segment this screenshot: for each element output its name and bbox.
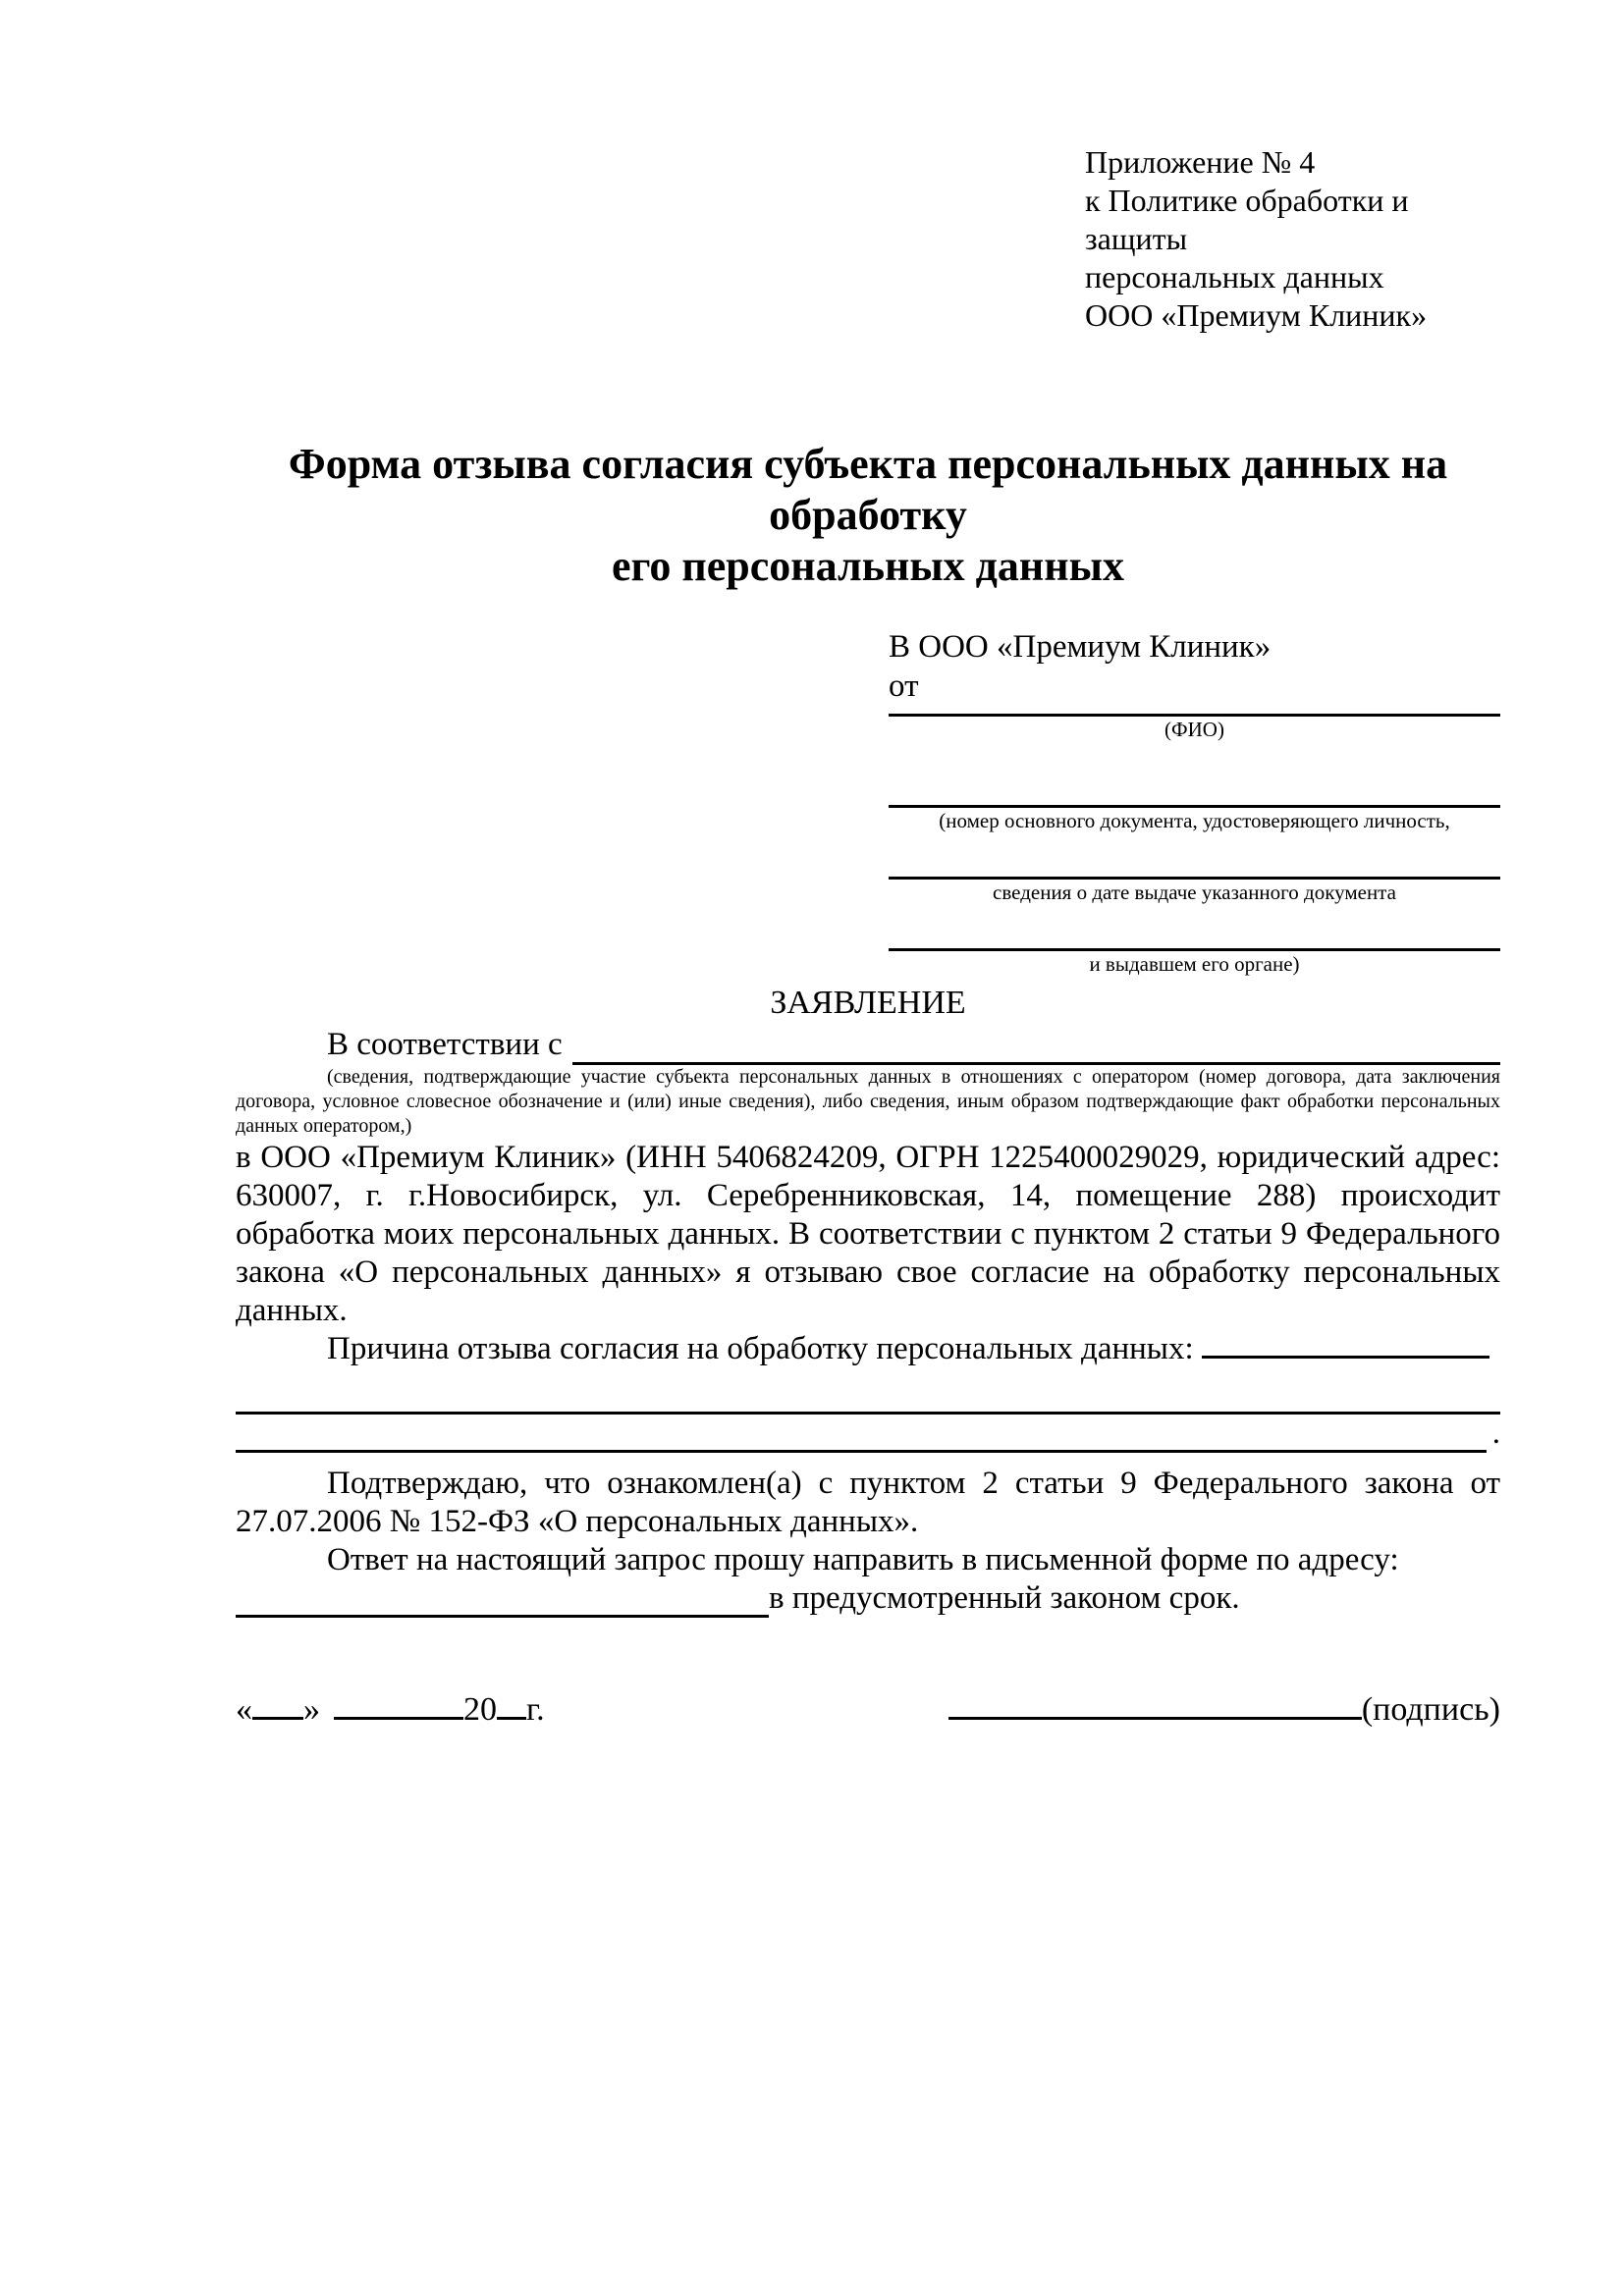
fill-line-reason-end: [236, 1415, 1500, 1453]
appendix-line: к Политике обработки и защиты: [1085, 183, 1409, 256]
caption-issue-date: сведения о дате выдаче указанного документа: [993, 881, 1396, 904]
date-line: [236, 1690, 545, 1730]
signature-caption: (подпись): [1361, 1691, 1500, 1728]
reply-suffix: в предусмотренный законом срок.: [769, 1580, 1240, 1616]
fill-line-reason-start: [1202, 1354, 1489, 1359]
appendix-line: персональных данных: [1085, 259, 1384, 294]
fill-line-signature: [948, 1713, 1362, 1720]
intro-prefix: В соответствии с: [327, 1027, 563, 1062]
reply-request-paragraph: Ответ на настоящий запрос прошу направить в письменной форме по адресу:: [327, 1542, 1399, 1577]
reply-address-line: [236, 1579, 1500, 1618]
fill-line-month: [334, 1713, 463, 1720]
confirmation-paragraph: Подтверждаю, что ознакомлен(а) с пунктом 2 статьи 9 Федерального закона от 27.07.2006 № 152-ФЗ «О персональных данных».: [236, 1466, 1500, 1539]
fill-line-fio: [889, 706, 1500, 717]
date-signature-row: [236, 1690, 1500, 1730]
statement-heading: ЗАЯВЛЕНИЕ: [770, 985, 966, 1021]
document-title-line2: его персональных данных: [611, 542, 1124, 590]
caption-issuing-authority: и выдавшем его органе): [1089, 952, 1300, 976]
fill-line-issuing-authority: [889, 905, 1500, 951]
caption-fio: (ФИО): [1164, 718, 1224, 741]
fill-line-issue-date: [889, 833, 1500, 880]
small-print-note: (сведения, подтверждающие участие субъекта персональных данных в отношениях с оператором (номер договора, дата заключения договора, условное словесное обозначение и (или) иные сведения), либо сведения, иным образом подтверждающие факт обработки персональных данных оператором,): [236, 1066, 1500, 1137]
statement-body: в ООО «Премиум Клиник» (ИНН 5406824209, ОГРН 1225400029029, юридический адрес: 630007, г. г.Новосибирск, ул. Серебренниковская, 14, помещение 288) происходит обработка моих персональных данных. В соответствии с пунктом 2 статьи 9 Федерального закона «О персональных данных» я отзываю свое согласие на обработку персональных данных.: [236, 1140, 1500, 1328]
document-title: [236, 439, 1500, 592]
fill-line-year: [497, 1713, 526, 1720]
addressee-block: [889, 627, 1500, 977]
reason-label: Причина отзыва согласия на обработку персональных данных:: [327, 1331, 1194, 1366]
quote-open: «: [236, 1691, 252, 1728]
reason-line: [236, 1330, 1500, 1368]
fill-line-reason-continued: [236, 1368, 1500, 1415]
year-prefix: 20: [463, 1691, 497, 1728]
year-suffix: г.: [526, 1691, 545, 1728]
fill-line-address: [236, 1579, 769, 1618]
caption-document-number: (номер основного документа, удостоверяющего личность,: [939, 809, 1450, 832]
appendix-line: Приложение № 4: [1085, 144, 1316, 180]
intro-line: [236, 1024, 1500, 1065]
addressee-from-label: от: [889, 668, 919, 704]
signature-line: [948, 1690, 1500, 1730]
appendix-block: [1085, 143, 1500, 335]
fill-line-day: [252, 1713, 303, 1720]
fill-line: [236, 1415, 1487, 1453]
document-title-line1: Форма отзыва согласия субъекта персональных данных на обработку: [288, 440, 1448, 539]
quote-close: »: [303, 1691, 320, 1728]
addressee-to: В ООО «Премиум Клиник»: [889, 629, 1272, 665]
reason-period: .: [1491, 1415, 1500, 1451]
fill-line-document-number: [889, 742, 1500, 808]
fill-line-basis: [572, 1025, 1500, 1065]
appendix-line: ООО «Премиум Клиник»: [1085, 297, 1428, 333]
